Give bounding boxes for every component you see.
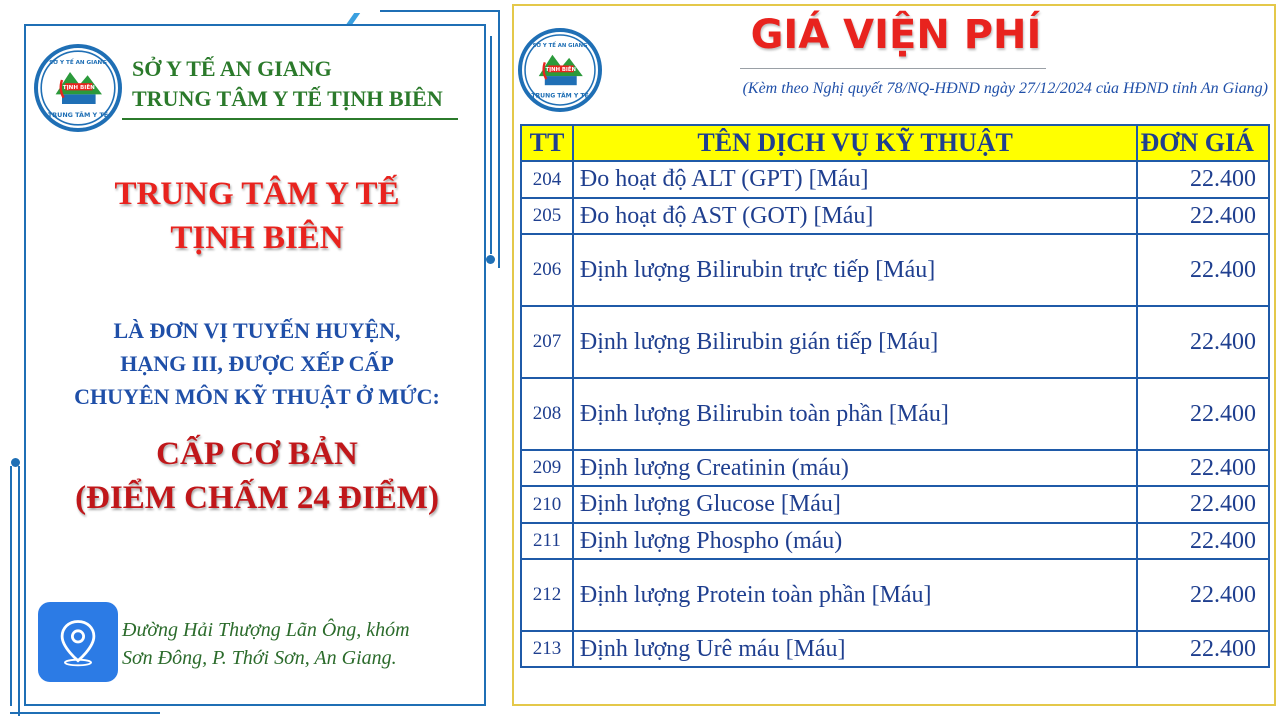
row-number: 208: [521, 378, 573, 450]
location-pin-icon[interactable]: [38, 602, 118, 682]
row-number: 210: [521, 486, 573, 523]
logo-top-text: SỞ Y TẾ AN GIANG: [49, 60, 107, 66]
address-line: Sơn Đông, P. Thới Sơn, An Giang.: [122, 647, 397, 669]
logo-top-text: SỞ Y TẾ AN GIANG: [532, 43, 588, 50]
hero-title: [26, 172, 488, 260]
table-row: [521, 234, 1269, 306]
row-number: 206: [521, 234, 573, 306]
service-price: 22.400: [1137, 161, 1269, 198]
service-name: Đo hoạt độ ALT (GPT) [Máu]: [573, 161, 1137, 198]
column-header-tt: TT: [521, 125, 573, 161]
column-header-service: TÊN DỊCH VỤ KỸ THUẬT: [573, 125, 1137, 161]
address-line: Đường Hải Thượng Lãn Ông, khóm: [122, 619, 410, 641]
price-panel: [512, 4, 1276, 706]
service-name: Đo hoạt độ AST (GOT) [Máu]: [573, 198, 1137, 234]
resolution-reference: (Kèm theo Nghị quyết 78/NQ-HĐND ngày 27/12/2024 của HĐND tỉnh An Giang): [742, 80, 1268, 97]
title-underline: [740, 68, 1046, 69]
parent-organization: SỞ Y TẾ AN GIANG: [132, 56, 332, 81]
row-number: 212: [521, 559, 573, 631]
level-description: [26, 314, 488, 413]
level-description-line: HẠNG III, ĐƯỢC XẾP CẤP: [120, 351, 394, 376]
address: [122, 616, 410, 672]
table-row: [521, 378, 1269, 450]
service-name: Định lượng Bilirubin trực tiếp [Máu]: [573, 234, 1137, 306]
level-description-line: LÀ ĐƠN VỊ TUYẾN HUYỆN,: [113, 318, 401, 343]
table-row: [521, 198, 1269, 234]
page-title: GIÁ VIỆN PHÍ: [750, 12, 1042, 58]
service-price: 22.400: [1137, 198, 1269, 234]
row-number: 207: [521, 306, 573, 378]
logo-center-text: TỊNH BIÊN: [62, 84, 95, 91]
table-row: [521, 486, 1269, 523]
table-row: [521, 523, 1269, 559]
row-number: 213: [521, 631, 573, 667]
service-price: 22.400: [1137, 306, 1269, 378]
service-price: 22.400: [1137, 450, 1269, 486]
row-number: 211: [521, 523, 573, 559]
service-price: 22.400: [1137, 234, 1269, 306]
left-info-panel: [24, 24, 486, 706]
logo-center-text: TỊNH BIÊN: [545, 66, 576, 73]
hero-title-line: TỊNH BIÊN: [170, 220, 344, 256]
table-header-row: [521, 125, 1269, 161]
service-name: Định lượng Creatinin (máu): [573, 450, 1137, 486]
table-row: [521, 450, 1269, 486]
level-title-line: (ĐIỂM CHẤM 24 ĐIỂM): [75, 480, 439, 516]
service-name: Định lượng Bilirubin toàn phần [Máu]: [573, 378, 1137, 450]
service-name: Định lượng Protein toàn phần [Máu]: [573, 559, 1137, 631]
service-name: Định lượng Bilirubin gián tiếp [Máu]: [573, 306, 1137, 378]
table-row: [521, 161, 1269, 198]
decorative-stripes: [350, 12, 360, 24]
service-name: Định lượng Phospho (máu): [573, 523, 1137, 559]
table-row: [521, 306, 1269, 378]
service-price: 22.400: [1137, 631, 1269, 667]
service-name: Định lượng Urê máu [Máu]: [573, 631, 1137, 667]
logo-bottom-text: TRUNG TÂM Y TẾ: [531, 92, 589, 100]
logo-bottom-text: TRUNG TÂM Y TẾ: [47, 110, 109, 119]
service-name: Định lượng Glucose [Máu]: [573, 486, 1137, 523]
table-row: [521, 559, 1269, 631]
organization-name: TRUNG TÂM Y TẾ TỊNH BIÊN: [132, 86, 443, 111]
row-number: 209: [521, 450, 573, 486]
level-title-line: CẤP CƠ BẢN: [156, 436, 358, 472]
column-header-price: ĐƠN GIÁ: [1137, 125, 1269, 161]
service-price: 22.400: [1137, 378, 1269, 450]
price-table: [520, 124, 1270, 668]
table-row: [521, 631, 1269, 667]
service-price: 22.400: [1137, 486, 1269, 523]
row-number: 205: [521, 198, 573, 234]
row-number: 204: [521, 161, 573, 198]
service-price: 22.400: [1137, 523, 1269, 559]
level-title: [26, 432, 488, 520]
hero-title-line: TRUNG TÂM Y TẾ: [114, 176, 400, 212]
service-price: 22.400: [1137, 559, 1269, 631]
level-description-line: CHUYÊN MÔN KỸ THUẬT Ở MỨC:: [74, 384, 440, 409]
hospital-logo: [34, 44, 122, 132]
organization-underline: [122, 118, 458, 120]
